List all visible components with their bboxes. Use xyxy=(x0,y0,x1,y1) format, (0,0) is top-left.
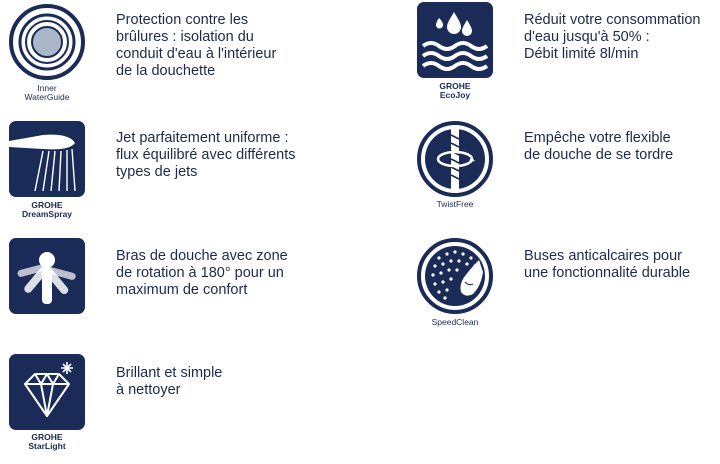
shower-arm-description: Bras de douche avec zone de rotation à 180° pour un maximum de confort xyxy=(116,248,288,298)
dreamspray-caption: GROHE DreamSpray xyxy=(21,200,73,219)
twistfree-caption: TwistFree xyxy=(436,199,474,209)
water-drops-waves-icon xyxy=(417,2,493,78)
twist-hose-icon xyxy=(417,121,493,197)
shower-head-spray-icon xyxy=(9,121,85,197)
diamond-sparkle-icon xyxy=(9,354,85,430)
ecojoy-description: Réduit votre consommation d'eau jusqu'à 50% : Débit limité 8l/min xyxy=(524,12,701,62)
twistfree-description: Empêche votre flexible de douche de se tordre xyxy=(524,130,674,163)
inner-waterguide-caption: Inner WaterGuide xyxy=(24,83,70,102)
starlight-description: Brillant et simple à nettoyer xyxy=(116,365,223,398)
inner-waterguide-icon xyxy=(9,4,85,80)
starlight-caption: GROHE StarLight xyxy=(28,432,66,451)
speedclean-caption: SpeedClean xyxy=(431,317,479,327)
finger-nozzles-icon xyxy=(417,238,493,314)
rotating-shower-arm-icon xyxy=(9,238,85,314)
dreamspray-description: Jet parfaitement uniforme : flux équilibré avec différents types de jets xyxy=(116,130,296,180)
speedclean-description: Buses anticalcaires pour une fonctionnalité durable xyxy=(524,248,691,281)
inner-waterguide-description: Protection contre les brûlures : isolation du conduit d'eau à l'intérieur de la douchette xyxy=(116,12,277,79)
ecojoy-caption: GROHE EcoJoy xyxy=(439,81,471,100)
